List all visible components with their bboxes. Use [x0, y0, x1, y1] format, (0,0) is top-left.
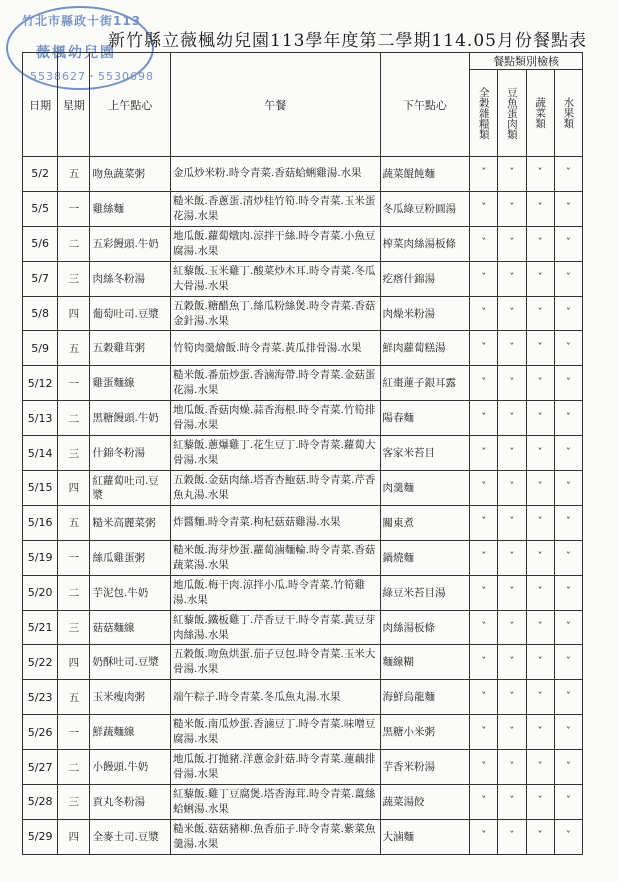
row-afternoon-snack: 海鮮烏龍麵: [380, 680, 470, 715]
row-date: 5/20: [23, 575, 58, 610]
row-check-mark: ˇ: [554, 505, 582, 540]
row-check-mark: ˇ: [470, 750, 498, 785]
row-afternoon-snack: 紅棗蓮子銀耳露: [380, 366, 470, 401]
row-check-mark: ˇ: [498, 157, 526, 192]
row-check-mark: ˇ: [526, 785, 554, 820]
row-afternoon-snack: 關東煮: [380, 505, 470, 540]
row-check-mark: ˇ: [498, 261, 526, 296]
row-date: 5/16: [23, 505, 58, 540]
row-date: 5/7: [23, 261, 58, 296]
row-check-mark: ˇ: [554, 750, 582, 785]
row-date: 5/5: [23, 191, 58, 226]
row-morning-snack: 小饅頭.牛奶: [90, 750, 171, 785]
row-morning-snack: 全麥土司.豆漿: [90, 819, 171, 854]
row-afternoon-snack: 陽春麵: [380, 401, 470, 436]
header-check-protein-label: 豆魚蛋肉類: [505, 86, 518, 140]
row-lunch: 炸醬麵.時令青菜.枸杞菇菇雞湯.水果: [171, 505, 380, 540]
row-lunch: 五穀飯.金菇肉絲.塔香杏鮑菇.時令青菜.芹香魚丸湯.水果: [171, 471, 380, 506]
row-check-mark: ˇ: [498, 226, 526, 261]
row-check-mark: ˇ: [498, 680, 526, 715]
row-date: 5/28: [23, 785, 58, 820]
row-date: 5/8: [23, 296, 58, 331]
table-row: [23, 819, 583, 854]
row-date: 5/21: [23, 610, 58, 645]
row-date: 5/13: [23, 401, 58, 436]
row-lunch: 地瓜飯.打拋豬.洋蔥金針菇.時令青菜.蓮藕排骨湯.水果: [171, 750, 380, 785]
row-check-mark: ˇ: [498, 540, 526, 575]
row-check-mark: ˇ: [554, 785, 582, 820]
row-check-mark: ˇ: [498, 505, 526, 540]
row-lunch: 五穀飯.糖醋魚丁.絲瓜粉絲煲.時令青菜.香菇金針湯.水果: [171, 296, 380, 331]
row-check-mark: ˇ: [498, 750, 526, 785]
row-morning-snack: 葡萄吐司.豆漿: [90, 296, 171, 331]
row-check-mark: ˇ: [526, 226, 554, 261]
row-date: 5/22: [23, 645, 58, 680]
row-check-mark: ˇ: [526, 540, 554, 575]
row-check-mark: ˇ: [554, 680, 582, 715]
table-row: [23, 226, 583, 261]
row-afternoon-snack: 鍋燒麵: [380, 540, 470, 575]
row-check-mark: ˇ: [554, 296, 582, 331]
row-date: 5/15: [23, 471, 58, 506]
row-check-mark: ˇ: [470, 261, 498, 296]
row-check-mark: ˇ: [554, 471, 582, 506]
row-weekday: 二: [58, 401, 90, 436]
row-check-mark: ˇ: [554, 575, 582, 610]
row-check-mark: ˇ: [526, 331, 554, 366]
row-check-mark: ˇ: [470, 575, 498, 610]
row-afternoon-snack: 鮮肉蘿蔔糕湯: [380, 331, 470, 366]
header-date: 日期: [23, 53, 58, 157]
row-check-mark: ˇ: [498, 819, 526, 854]
row-check-mark: ˇ: [498, 715, 526, 750]
row-weekday: 四: [58, 645, 90, 680]
row-check-mark: ˇ: [498, 610, 526, 645]
table-row: [23, 575, 583, 610]
row-lunch: 端午粽子.時令青菜.冬瓜魚丸湯.水果: [171, 680, 380, 715]
row-check-mark: ˇ: [470, 471, 498, 506]
row-check-mark: ˇ: [498, 575, 526, 610]
row-weekday: 二: [58, 750, 90, 785]
row-morning-snack: 紅蘿蔔吐司.豆漿: [90, 471, 171, 506]
table-row: [23, 471, 583, 506]
row-morning-snack: 貢丸冬粉湯: [90, 785, 171, 820]
table-row: [23, 610, 583, 645]
row-check-mark: ˇ: [526, 819, 554, 854]
table-row: [23, 505, 583, 540]
table-row: [23, 261, 583, 296]
header-check-grains: [470, 70, 498, 157]
table-row: [23, 366, 583, 401]
row-morning-snack: 芋泥包.牛奶: [90, 575, 171, 610]
row-check-mark: ˇ: [554, 261, 582, 296]
row-weekday: 五: [58, 505, 90, 540]
row-weekday: 四: [58, 471, 90, 506]
row-weekday: 五: [58, 680, 90, 715]
row-check-mark: ˇ: [498, 401, 526, 436]
table-row: [23, 157, 583, 192]
row-date: 5/29: [23, 819, 58, 854]
row-morning-snack: 吻魚蔬菜粥: [90, 157, 171, 192]
row-check-mark: ˇ: [554, 401, 582, 436]
row-check-mark: ˇ: [470, 540, 498, 575]
row-check-mark: ˇ: [526, 157, 554, 192]
row-check-mark: ˇ: [470, 157, 498, 192]
header-check-vegetables: [526, 70, 554, 157]
row-morning-snack: 奶酥吐司.豆漿: [90, 645, 171, 680]
row-weekday: 一: [58, 540, 90, 575]
row-weekday: 二: [58, 226, 90, 261]
row-afternoon-snack: 疙瘩什錦湯: [380, 261, 470, 296]
row-lunch: 糙米飯.香蔥蛋.清炒桂竹筍.時令青菜.玉米蛋花湯.水果: [171, 191, 380, 226]
row-check-mark: ˇ: [470, 715, 498, 750]
row-lunch: 地瓜飯.蘿蔔燉肉.涼拌干絲.時令青菜.小魚豆腐湯.水果: [171, 226, 380, 261]
table-row: [23, 296, 583, 331]
row-check-mark: ˇ: [470, 331, 498, 366]
row-check-mark: ˇ: [526, 645, 554, 680]
row-check-mark: ˇ: [526, 575, 554, 610]
row-check-mark: ˇ: [554, 191, 582, 226]
page-title: 新竹縣立薇楓幼兒園113學年度第二學期114.05月份餐點表: [108, 31, 587, 51]
row-check-mark: ˇ: [526, 715, 554, 750]
stamp-school-name: 薇楓幼兒園: [36, 45, 116, 61]
row-check-mark: ˇ: [470, 366, 498, 401]
row-check-mark: ˇ: [470, 785, 498, 820]
row-check-mark: ˇ: [554, 540, 582, 575]
header-check-fruit-label: 水果類: [562, 97, 575, 129]
row-morning-snack: 五穀雞茸粥: [90, 331, 171, 366]
row-check-mark: ˇ: [526, 366, 554, 401]
row-check-mark: ˇ: [470, 819, 498, 854]
row-morning-snack: 雞絲麵: [90, 191, 171, 226]
row-check-mark: ˇ: [526, 610, 554, 645]
row-weekday: 一: [58, 191, 90, 226]
row-check-mark: ˇ: [554, 226, 582, 261]
row-check-mark: ˇ: [526, 505, 554, 540]
row-check-mark: ˇ: [554, 645, 582, 680]
row-afternoon-snack: 大滷麵: [380, 819, 470, 854]
row-afternoon-snack: 麵線糊: [380, 645, 470, 680]
row-check-mark: ˇ: [470, 191, 498, 226]
row-weekday: 三: [58, 261, 90, 296]
row-lunch: 地瓜飯.香菇肉燥.蒜香海根.時令青菜.竹筍排骨湯.水果: [171, 401, 380, 436]
row-afternoon-snack: 蔬菜餛飩麵: [380, 157, 470, 192]
row-morning-snack: 什錦冬粉湯: [90, 436, 171, 471]
row-check-mark: ˇ: [498, 366, 526, 401]
row-check-mark: ˇ: [554, 366, 582, 401]
row-afternoon-snack: 蔬菜湯餃: [380, 785, 470, 820]
table-row: [23, 645, 583, 680]
row-morning-snack: 糙米高麗菜粥: [90, 505, 171, 540]
stamp-phone: 5538627・5530698: [30, 70, 154, 83]
table-row: [23, 401, 583, 436]
row-afternoon-snack: 肉燥米粉湯: [380, 296, 470, 331]
row-morning-snack: 雞蛋麵線: [90, 366, 171, 401]
row-check-mark: ˇ: [526, 750, 554, 785]
row-date: 5/23: [23, 680, 58, 715]
row-lunch: 地瓜飯.梅干肉.涼拌小瓜.時令青菜.竹筍雞湯.水果: [171, 575, 380, 610]
row-date: 5/26: [23, 715, 58, 750]
header-lunch: 午餐: [171, 53, 380, 157]
header-check-group: 餐點類別檢核: [470, 53, 583, 70]
row-date: 5/6: [23, 226, 58, 261]
row-check-mark: ˇ: [554, 436, 582, 471]
row-check-mark: ˇ: [526, 436, 554, 471]
row-check-mark: ˇ: [470, 296, 498, 331]
row-morning-snack: 絲瓜雞蛋粥: [90, 540, 171, 575]
row-check-mark: ˇ: [526, 401, 554, 436]
row-afternoon-snack: 客家米苔目: [380, 436, 470, 471]
row-check-mark: ˇ: [470, 436, 498, 471]
row-lunch: 糙米飯.南瓜炒蛋.香滷豆丁.時令青菜.味噌豆腐湯.水果: [171, 715, 380, 750]
header-morning-snack: 上午點心: [90, 53, 171, 157]
table-row: [23, 750, 583, 785]
row-lunch: 五穀飯.吻魚烘蛋.茄子豆包.時令青菜.玉米大骨湯.水果: [171, 645, 380, 680]
row-date: 5/9: [23, 331, 58, 366]
row-date: 5/2: [23, 157, 58, 192]
row-lunch: 紅藜飯.雞丁豆腐煲.塔香海茸.時令青菜.薑絲蛤蜊湯.水果: [171, 785, 380, 820]
row-check-mark: ˇ: [470, 505, 498, 540]
row-weekday: 五: [58, 157, 90, 192]
row-morning-snack: 玉米瘦肉粥: [90, 680, 171, 715]
row-lunch: 紅藜飯.玉米雞丁.酸菜炒木耳.時令青菜.冬瓜大骨湯.水果: [171, 261, 380, 296]
row-afternoon-snack: 榨菜肉絲湯板條: [380, 226, 470, 261]
row-check-mark: ˇ: [526, 261, 554, 296]
table-row: [23, 540, 583, 575]
row-check-mark: ˇ: [554, 331, 582, 366]
row-weekday: 三: [58, 785, 90, 820]
row-weekday: 一: [58, 715, 90, 750]
table-row: [23, 715, 583, 750]
table-row: [23, 680, 583, 715]
row-afternoon-snack: 芋香米粉湯: [380, 750, 470, 785]
row-lunch: 糙米飯.菇菇豬柳.魚香茄子.時令青菜.紫菜魚羹湯.水果: [171, 819, 380, 854]
table-row: [23, 191, 583, 226]
row-lunch: 竹筍肉羹燴飯.時令青菜.黃瓜排骨湯.水果: [171, 331, 380, 366]
row-morning-snack: 菇菇麵線: [90, 610, 171, 645]
row-lunch: 金瓜炒米粉.時令青菜.香菇蛤蜊雞湯.水果: [171, 157, 380, 192]
stamp-address: 竹北市縣政十街113: [22, 14, 142, 28]
row-check-mark: ˇ: [470, 645, 498, 680]
row-check-mark: ˇ: [470, 226, 498, 261]
row-afternoon-snack: 肉絲湯板條: [380, 610, 470, 645]
row-lunch: 糙米飯.海芽炒蛋.蘿蔔滷麵輪.時令青菜.香菇蔬菜湯.水果: [171, 540, 380, 575]
row-check-mark: ˇ: [498, 436, 526, 471]
row-check-mark: ˇ: [554, 715, 582, 750]
header-afternoon-snack: 下午點心: [380, 53, 470, 157]
row-check-mark: ˇ: [554, 819, 582, 854]
header-check-fruit: [554, 70, 582, 157]
row-weekday: 三: [58, 436, 90, 471]
row-check-mark: ˇ: [498, 645, 526, 680]
row-check-mark: ˇ: [526, 680, 554, 715]
table-row: [23, 331, 583, 366]
row-afternoon-snack: 黑糖小米粥: [380, 715, 470, 750]
row-afternoon-snack: 肉羹麵: [380, 471, 470, 506]
row-check-mark: ˇ: [526, 191, 554, 226]
row-check-mark: ˇ: [498, 191, 526, 226]
row-morning-snack: 鮮蔬麵線: [90, 715, 171, 750]
table-row: [23, 436, 583, 471]
row-afternoon-snack: 綠豆米苔目湯: [380, 575, 470, 610]
row-check-mark: ˇ: [470, 610, 498, 645]
row-weekday: 四: [58, 296, 90, 331]
row-check-mark: ˇ: [526, 296, 554, 331]
row-morning-snack: 黑糖饅頭.牛奶: [90, 401, 171, 436]
row-weekday: 三: [58, 610, 90, 645]
row-date: 5/27: [23, 750, 58, 785]
row-check-mark: ˇ: [526, 471, 554, 506]
row-check-mark: ˇ: [498, 471, 526, 506]
row-weekday: 五: [58, 331, 90, 366]
row-check-mark: ˇ: [470, 401, 498, 436]
row-check-mark: ˇ: [498, 785, 526, 820]
meal-table: [22, 52, 583, 855]
header-weekday: 星期: [58, 53, 90, 157]
row-check-mark: ˇ: [498, 296, 526, 331]
row-lunch: 紅藜飯.蔥爆雞丁.花生豆丁.時令青菜.蘿蔔大骨湯.水果: [171, 436, 380, 471]
row-morning-snack: 肉絲冬粉湯: [90, 261, 171, 296]
table-row: [23, 785, 583, 820]
row-check-mark: ˇ: [498, 331, 526, 366]
header-check-vegetables-label: 蔬菜類: [534, 97, 547, 129]
row-date: 5/12: [23, 366, 58, 401]
row-lunch: 紅藜飯.鐵板雞丁.芹香豆干.時令青菜.黃豆芽肉絲湯.水果: [171, 610, 380, 645]
row-weekday: 二: [58, 575, 90, 610]
header-check-grains-label: 全穀雜糧類: [477, 86, 490, 140]
row-check-mark: ˇ: [554, 610, 582, 645]
row-lunch: 糙米飯.番茄炒蛋.香滷海帶.時令青菜.金菇蛋花湯.水果: [171, 366, 380, 401]
row-morning-snack: 五彩饅頭.牛奶: [90, 226, 171, 261]
header-check-protein: [498, 70, 526, 157]
row-date: 5/14: [23, 436, 58, 471]
row-afternoon-snack: 冬瓜綠豆粉圓湯: [380, 191, 470, 226]
row-check-mark: ˇ: [470, 680, 498, 715]
row-check-mark: ˇ: [554, 157, 582, 192]
row-weekday: 一: [58, 366, 90, 401]
row-weekday: 四: [58, 819, 90, 854]
row-date: 5/19: [23, 540, 58, 575]
